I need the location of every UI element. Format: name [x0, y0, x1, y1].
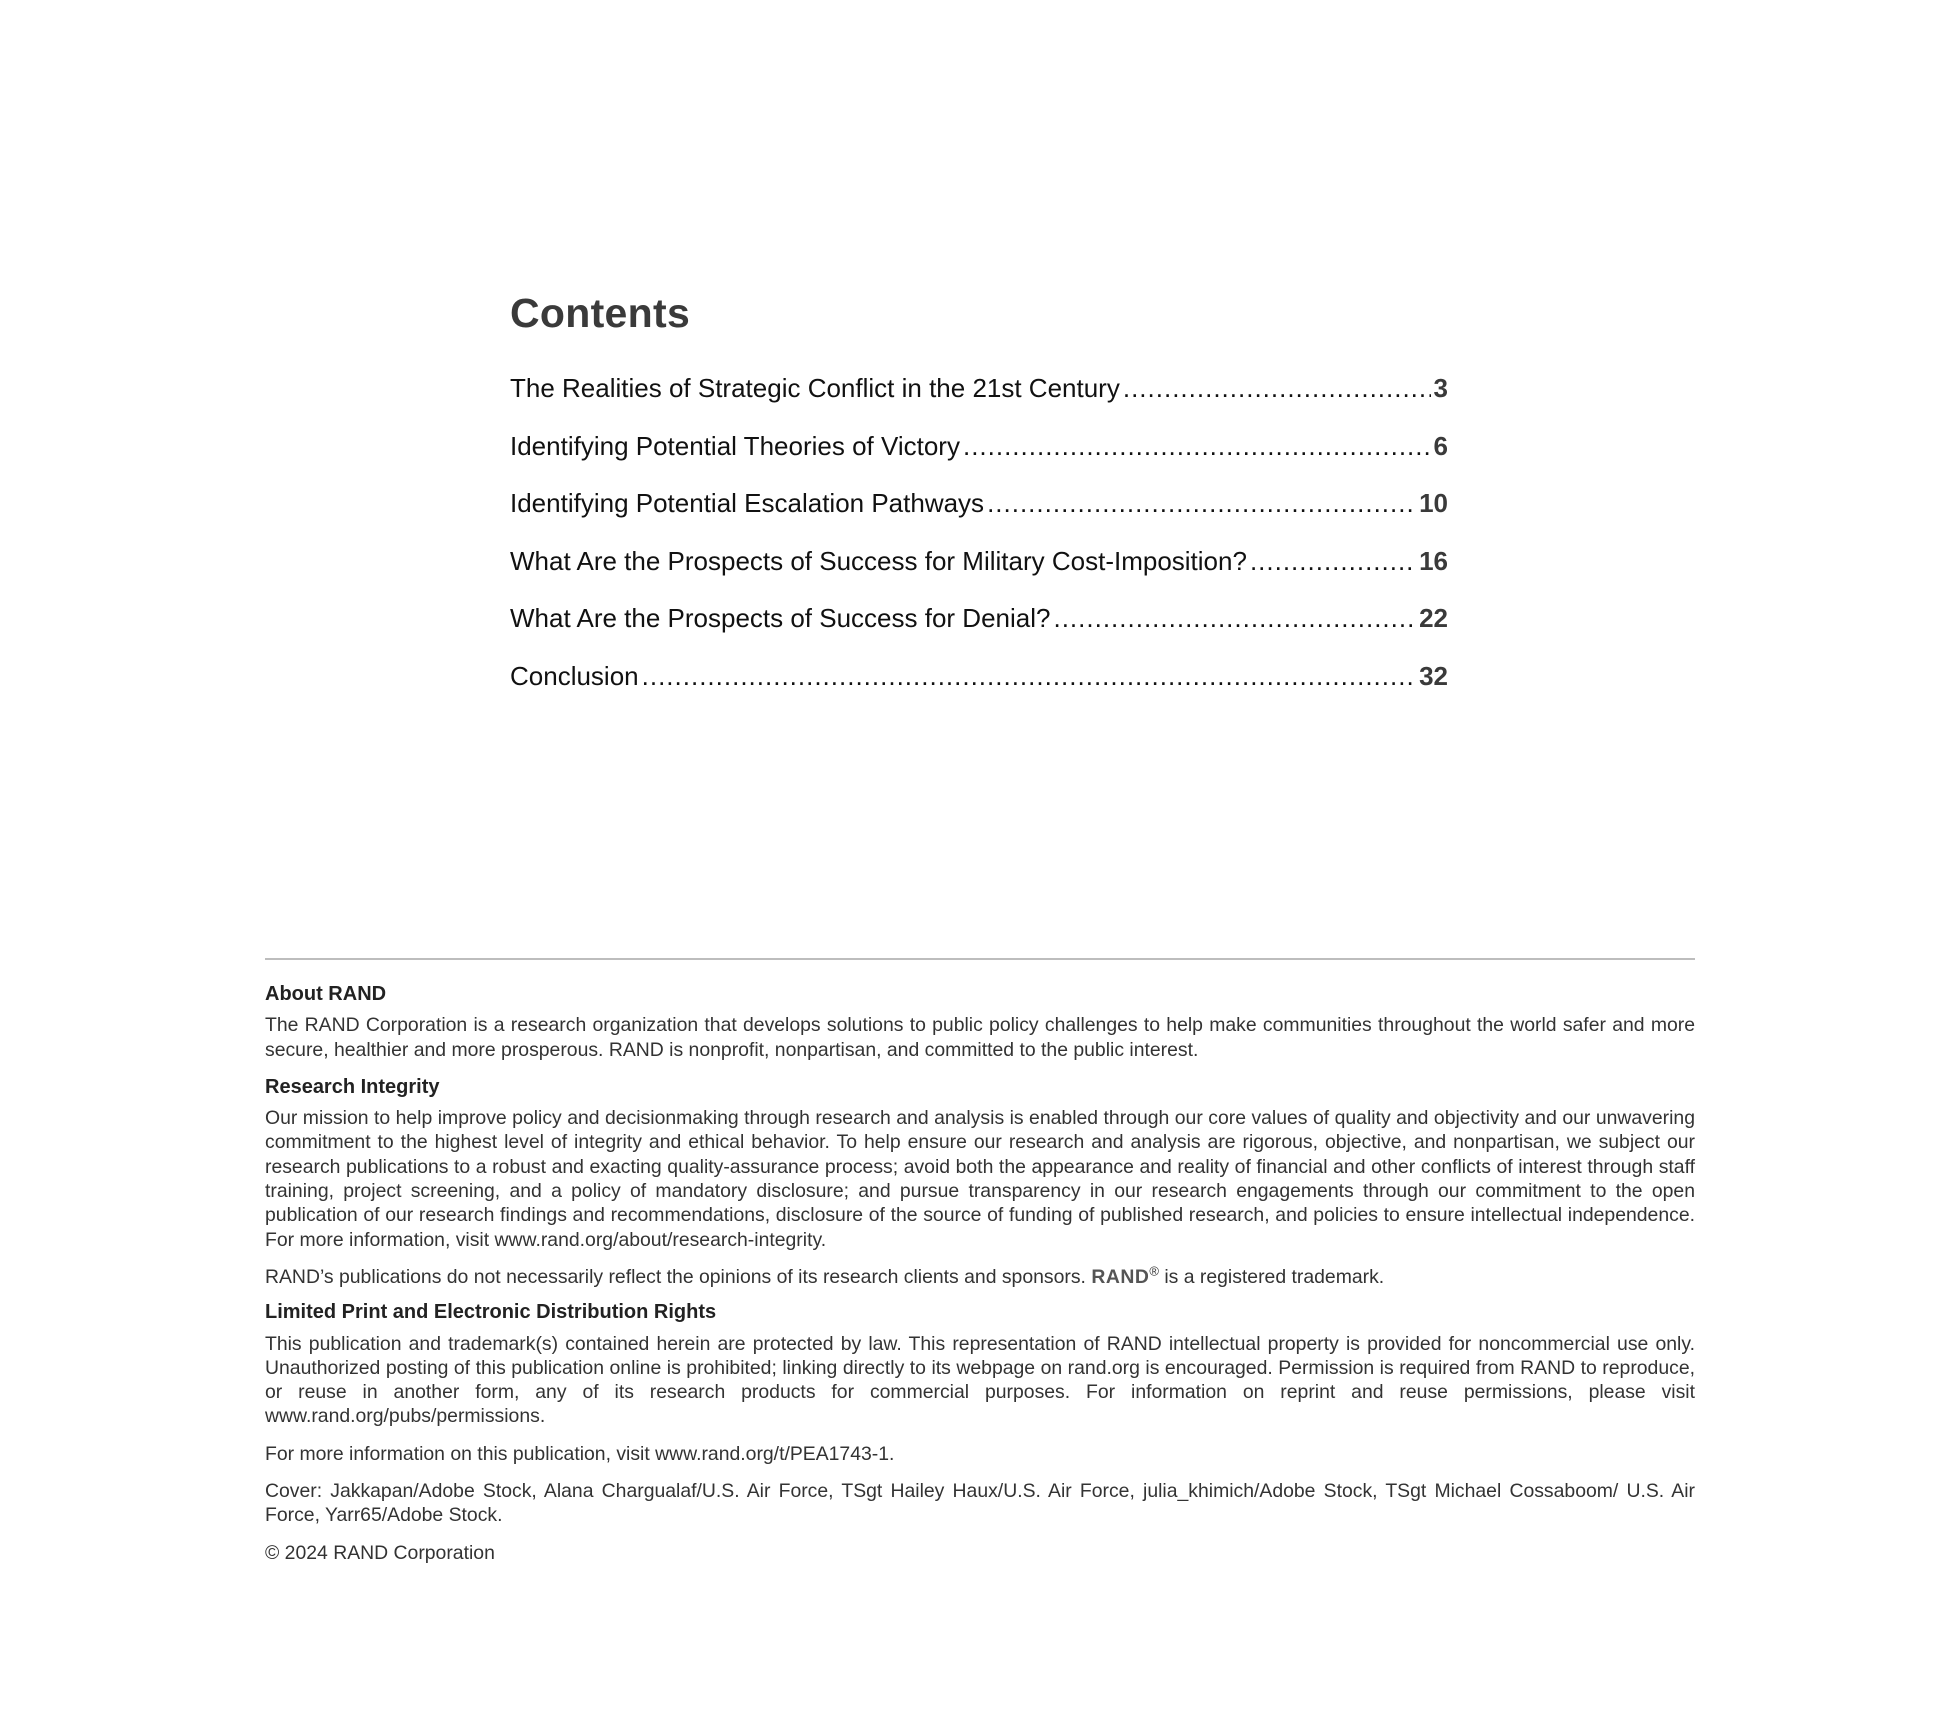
toc-entry-title: Conclusion — [510, 660, 639, 691]
toc-entry-title: Identifying Potential Escalation Pathways — [510, 488, 985, 518]
toc-leader-dots — [1053, 603, 1416, 634]
toc-entry-title: What Are the Prospects of Success for Denial? — [510, 603, 1051, 633]
toc-leader-dots — [1123, 373, 1431, 404]
rights-heading: Limited Print and Electronic Distribution Rights — [265, 1301, 717, 1324]
integrity-heading: Research Integrity — [265, 1075, 440, 1098]
contents-heading: Contents — [510, 290, 691, 336]
toc-entry[interactable] — [510, 488, 1448, 546]
toc-entry-title: What Are the Prospects of Success for Military Cost-Imposition? — [510, 545, 1247, 576]
toc-entry[interactable] — [510, 431, 1448, 489]
toc-entry[interactable] — [510, 661, 1448, 719]
disclaimer-paragraph — [265, 1265, 1695, 1289]
colophon — [265, 958, 1695, 1578]
toc-entry-page: 32 — [1419, 660, 1448, 691]
disclaimer-text: RAND’s publications do not necessarily reflect the opinions of its research clients and sponsors. — [265, 1265, 1086, 1288]
toc-leader-dots — [963, 431, 1431, 462]
toc-entry[interactable] — [510, 603, 1448, 661]
toc-leader-dots — [987, 488, 1416, 519]
rights-text: This publication and trademark(s) contained herein are protected by law. This representation of RAND intellectual property is provided for noncommercial use only. Unauthorized posting of this publication online is prohibited; linking directly to its webpage on rand.org is encouraged. Permission is required from RAND to reproduce, or reuse in another form, any of its research products for commercial purposes. For information on reprint and reuse permissions, please visit www.rand.org/pubs/permissions. — [265, 1332, 1695, 1428]
toc-entry-page: 16 — [1419, 545, 1448, 576]
table-of-contents — [510, 290, 1448, 718]
copyright-text: © 2024 RAND Corporation — [265, 1541, 495, 1564]
rand-trademark-logo: RAND — [1091, 1265, 1150, 1288]
toc-entry-page: 10 — [1419, 488, 1448, 518]
toc-entry-title: Identifying Potential Theories of Victory — [510, 430, 960, 461]
trademark-text: is a registered trademark. — [1164, 1265, 1385, 1288]
toc-entry-title: The Realities of Strategic Conflict in the 21st Century — [510, 373, 1120, 403]
toc-entry[interactable] — [510, 546, 1448, 604]
more-info-text: For more information on this publication, visit www.rand.org/t/PEA1743-1. — [265, 1442, 895, 1465]
about-heading: About RAND — [265, 983, 387, 1005]
toc-leader-dots — [642, 661, 1416, 692]
toc-entry[interactable] — [510, 373, 1448, 431]
integrity-text: Our mission to help improve policy and decisionmaking through research and analysis is enabled through our core values of quality and objectivity and our unwavering commitment to the highest level of integrity and ethical behavior. To help ensure our research and analysis are rigorous, objective, and nonpartisan, we subject our research publications to a robust and exacting quality-assurance process; avoid both the appearance and reality of financial and other conflicts of interest through staff training, project screening, and a policy of mandatory disclosure; and pursue transparency in our research engagements through our commitment to the open publication of our research findings and recommendations, disclosure of the source of funding of published research, and policies to ensure intellectual independence. For more information, visit www.rand.org/about/research-integrity. — [265, 1107, 1695, 1251]
registered-symbol: ® — [1149, 1263, 1159, 1279]
toc-leader-dots — [1250, 546, 1416, 577]
toc-entry-page: 3 — [1433, 373, 1448, 403]
toc-entry-page: 6 — [1433, 430, 1448, 461]
toc-entry-page: 22 — [1419, 603, 1448, 633]
cover-credits-text: Cover: Jakkapan/Adobe Stock, Alana Chargualaf/U.S. Air Force, TSgt Hailey Haux/U.S. Air Force, julia_khimich/Adobe Stock, TSgt Michael Cossaboom/ U.S. Air Force, Yarr65/Adobe Stock. — [265, 1480, 1695, 1527]
about-text: The RAND Corporation is a research organization that develops solutions to public policy challenges to help make communities throughout the world safer and more secure, healthier and more prosperous. RAND is nonprofit, nonpartisan, and committed to the public interest. — [265, 1014, 1695, 1061]
